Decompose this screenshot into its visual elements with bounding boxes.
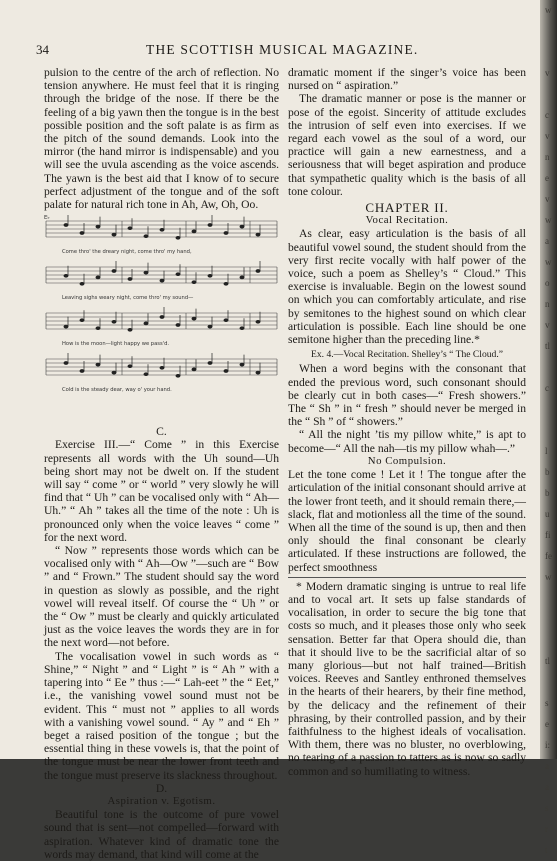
edge-letter	[545, 588, 557, 609]
note-head	[224, 319, 228, 322]
note-head	[224, 232, 228, 235]
note-head	[256, 270, 260, 273]
edge-letter	[545, 672, 557, 693]
edge-letter: o	[545, 278, 550, 288]
edge-letter	[545, 609, 557, 630]
note-head	[224, 370, 228, 373]
note-head	[192, 281, 196, 284]
note-head	[96, 225, 100, 228]
edge-letter	[545, 42, 557, 63]
chapter-subtitle: Vocal Recitation.	[365, 214, 449, 227]
note-head	[208, 275, 212, 278]
edge-letter: c	[545, 383, 549, 393]
note-head	[192, 368, 196, 371]
right-column	[288, 66, 526, 778]
note-head	[144, 322, 148, 325]
note-head	[160, 229, 164, 232]
edge-letter	[545, 21, 557, 42]
note-head	[64, 275, 68, 278]
paragraph: The dramatic manner or pose is the manner or pose of the egoist. Sincerity of attitude excludes the intrusion of self even into exercises. If we regard each vowel as the soul of a word, our practice will gain a new earnestness, and a seriousness that will beget aspiration and produce that sympathetic quality which is the basis of all tone colour.	[288, 92, 526, 198]
edge-letter	[545, 420, 557, 441]
edge-letter: s	[545, 698, 549, 708]
edge-letter: t	[545, 845, 548, 855]
music-lyric-line: Come thro' the dreary night, come thro' my hand,	[62, 249, 192, 256]
footnote-rule	[288, 577, 526, 578]
note-head	[256, 233, 260, 236]
note-head	[96, 276, 100, 279]
footnote: * Modern dramatic singing is untrue to real life and to vocal art. It sets up false standards of vocalisation, in order to secure the big tone that costs so much, and it pleases those only who seek sensation. Better far that Opera should die, than that it should live to be the sacrificial altar of so many glorious—but not half trained—British voices. Reeves and Santley enthroned themselves in the hearts of their hearers, by their fine method, by the delicacy and the refinement of their phrasing, by their controlled passion, and by their faithfulness to the highest ideals of vocalisation. With them, there was no bluster, no overblowing, no tearing of a passion to tatters as is now so sadly common and so humiliating to witness.	[288, 579, 526, 778]
note-head	[160, 316, 164, 319]
facing-page-edge	[545, 0, 557, 861]
note-head	[80, 283, 84, 286]
music-example	[44, 213, 279, 419]
note-head	[240, 363, 244, 366]
note-head	[96, 363, 100, 366]
left-column	[44, 66, 279, 861]
edge-letter: l	[545, 446, 548, 456]
paragraph: “ Now ” represents those words which can be vocalised only with “ Ah—Ow ”—such are “ Bow ” and “ Frown.” The student should say the word in question as slowly as possible, and the right vowel will reveal itself. Of course the “ Uh ” or the “ Ow ” must be clearly and quickly articulated just as the voice leaves the words they are in for the next word—not before.	[44, 544, 279, 650]
note-head	[112, 270, 116, 273]
edge-letter: tl	[545, 656, 551, 666]
note-head	[64, 325, 68, 328]
note-head	[128, 365, 132, 368]
edge-letter: v	[545, 320, 550, 330]
edge-letter: fi	[545, 530, 551, 540]
edge-letter: w	[545, 5, 552, 15]
paragraph: When a word begins with the consonant that ended the previous word, such consonant should be clearly cut in both cases—“ Fresh showers.” The “ Sh ” in “ fresh ” should never be merged in the “ Sh ” of “ showers.”	[288, 362, 526, 429]
music-lyric-line: Cold is the steady dear, way o' your hand.	[62, 387, 172, 394]
edge-letter: v	[545, 194, 550, 204]
paragraph: “ All the night ’tis my pillow white,” is apt to become—“ All the nah—tis my pillow whah—.”	[288, 428, 526, 455]
note-head	[192, 317, 196, 320]
section-title: Aspiration v. Egotism.	[107, 794, 216, 807]
edge-letter: a	[545, 782, 549, 792]
note-head	[128, 227, 132, 230]
example-caption: Ex. 4.—Vocal Recitation. Shelley’s “ The Cloud.”	[310, 349, 504, 361]
chapter-heading: CHAPTER II.	[365, 200, 449, 216]
note-head	[208, 362, 212, 365]
paragraph: The vocalisation vowel in such words as “ Shine,” “ Night ” and “ Light ” is “ Ah ” with a tapering into “ Ee ” thus :—“ Lah-eet ” the “ Eet,” i.e., the vanishing vowel sound must not be evident. This “ must not ” applies to all words with a vanishing vowel sound. “ Ay ” and “ Eh ” beget a raised position of the tongue ; but the essential thing in these vowels is, that the point of the tongue must be near the lower front teeth and the tongue must preserve its slackness throughout.	[44, 649, 279, 782]
edge-letter: v	[545, 68, 550, 78]
edge-letter: u	[545, 509, 550, 519]
note-head	[240, 276, 244, 279]
note-head	[96, 327, 100, 330]
note-head	[128, 329, 132, 332]
section-heading-c: C.	[156, 425, 167, 439]
paragraph: As clear, easy articulation is the basis of all beautiful vowel sound, the student should from the very first recite vocally with half power of the voice, such a poem as Shelley’s “ Cloud.” This exercise is invaluable. Begin on the lowest sound on which you can comfortably articulate, and rise by semitones to the highest sound on which clear articulation is possible. Each line should be one semitone higher than the preceding line.*	[288, 227, 526, 347]
note-head	[144, 235, 148, 238]
music-key-mark: E♭	[44, 215, 50, 222]
note-head	[192, 230, 196, 233]
edge-letter	[545, 357, 557, 378]
note-head	[144, 373, 148, 376]
note-head	[224, 283, 228, 286]
note-head	[240, 327, 244, 330]
note-head	[208, 325, 212, 328]
edge-letter: v	[545, 131, 550, 141]
music-lyric-line: How is the moon—light happy we pass'd.	[62, 341, 170, 348]
note-head	[64, 224, 68, 227]
section-title: No Compulsion.	[367, 454, 447, 467]
paragraph: Exercise III.—“ Come ” in this Exercise represents all words with the Uh sound—Uh being short may not be dwelt on. If the student will say “ come ” or “ world ” very slowly he will find that “ Uh ” can be vocalised only with “ Ah—Uh.” “ Ah ” takes all the time of the note : Uh is pronounced only when the voice leaves “ come ” for the next word.	[44, 438, 279, 544]
note-head	[144, 271, 148, 274]
note-head	[160, 279, 164, 282]
running-header	[36, 42, 518, 58]
edge-letter: n	[545, 152, 550, 162]
edge-letter	[545, 630, 557, 651]
paragraph: Let the tone come ! Let it ! The tongue after the articulation of the initial consonant should arrive at the lower front teeth, and it should remain there,—slack, flat and motionless all the time of the sound. When all the time of the sound is up, then and then only should the final consonant be clearly articulated. If these instructions are followed, the perfect smoothness	[288, 468, 526, 574]
note-head	[176, 273, 180, 276]
edge-letter: a	[545, 236, 549, 246]
edge-letter: r	[545, 824, 548, 834]
edge-letter: b	[545, 467, 550, 477]
note-head	[80, 370, 84, 373]
note-head	[240, 225, 244, 228]
edge-letter: e	[545, 719, 549, 729]
edge-letter: b	[545, 488, 550, 498]
edge-letter: w	[545, 215, 552, 225]
magazine-title: THE SCOTTISH MUSICAL MAGAZINE.	[146, 42, 419, 57]
edge-letter: i:	[545, 740, 551, 750]
note-head	[80, 232, 84, 235]
section-heading-d: D.	[155, 781, 168, 795]
note-head	[128, 278, 132, 281]
edge-letter: a	[545, 761, 549, 771]
note-head	[256, 321, 260, 324]
paragraph: pulsion to the centre of the arch of reflection. No tension anywhere. He must feel that it is ringing through the bridge of the nose. If there be the feeling of a big yawn then the tongue is in the best possible position and the soft palate is as firm as the pitch of the sound demands. Look into the mirror (the hand mirror is indispensable) and you will see the uvula ascending as the voice ascends. The yawn is the best aid that I know of to secure perfect adjustment of the tongue and of the soft palate for natural rich tone in Ah, Aw, Oh, Oo.	[44, 66, 279, 212]
edge-letter: tl	[545, 341, 551, 351]
note-head	[176, 375, 180, 378]
note-head	[256, 371, 260, 374]
edge-letter	[545, 84, 557, 105]
note-head	[112, 233, 116, 236]
edge-letter	[545, 399, 557, 420]
note-head	[208, 224, 212, 227]
note-head	[176, 324, 180, 327]
edge-letter: s	[545, 803, 549, 813]
edge-letter: w	[545, 572, 552, 582]
edge-letter: n	[545, 299, 550, 309]
note-head	[112, 321, 116, 324]
paragraph: Beautiful tone is the outcome of pure vowel sound that is sent—not compelled—forward with aspiration. Whatever kind of dramatic tone the words may demand, that kind will come at the	[44, 808, 279, 861]
music-lyric-line: Leaving sighs weary night, come thro' my sound—	[62, 295, 194, 302]
edge-letter: e	[545, 173, 549, 183]
edge-letter: c	[545, 110, 549, 120]
page-number: 34	[36, 42, 49, 57]
edge-letter: w	[545, 257, 552, 267]
edge-letter: fe	[545, 551, 552, 561]
paragraph: dramatic moment if the singer’s voice has been nursed on “ aspiration.”	[288, 66, 526, 93]
note-head	[160, 367, 164, 370]
note-head	[80, 319, 84, 322]
note-head	[176, 237, 180, 240]
note-head	[64, 362, 68, 365]
note-head	[112, 371, 116, 374]
